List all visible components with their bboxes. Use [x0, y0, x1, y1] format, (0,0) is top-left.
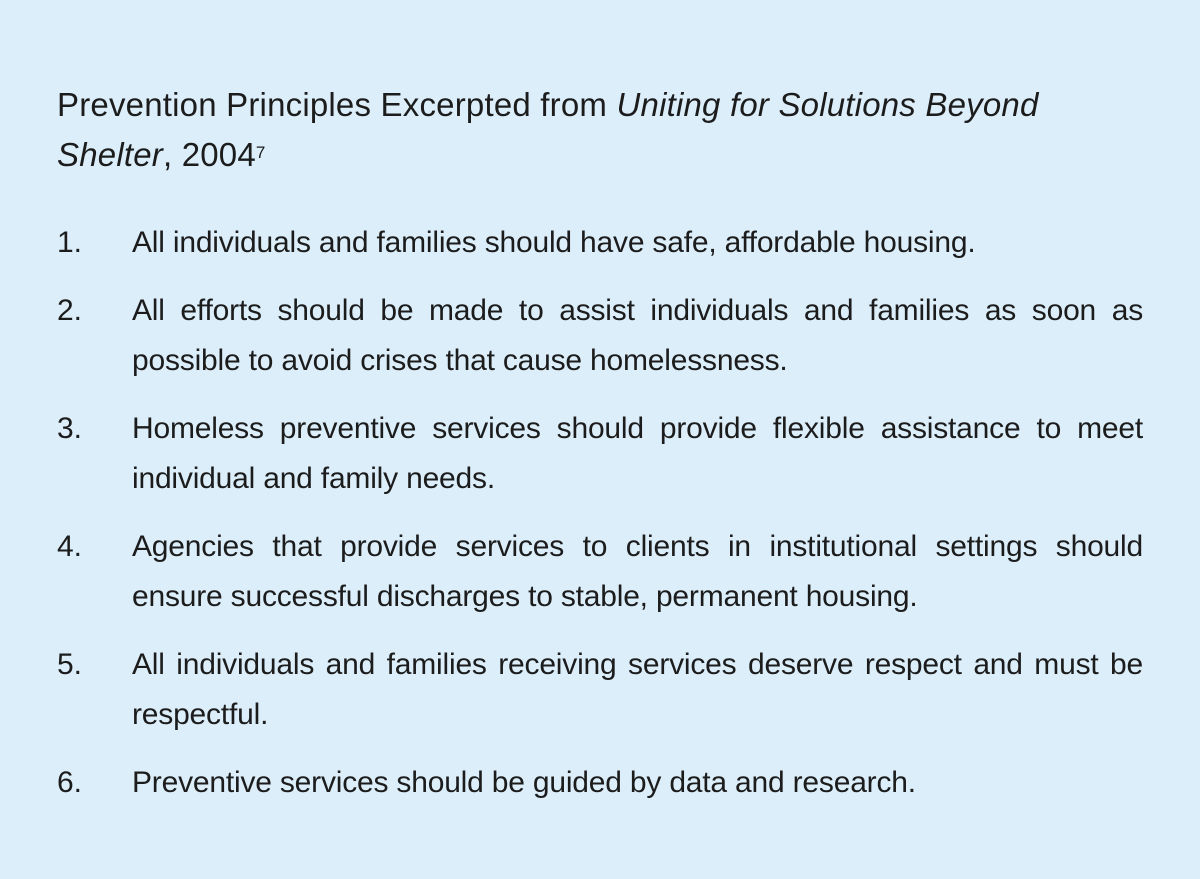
item-number: 3. [57, 412, 83, 445]
item-text: Preventive services should be guided by data and research. [132, 766, 916, 799]
item-text: Agencies that provide services to clients in institutional settings should ensure successful discharges to stable, permanent housing. [132, 530, 1143, 613]
item-number: 2. [57, 294, 83, 327]
item-number: 1. [57, 226, 83, 259]
list-item [57, 522, 1143, 622]
item-number: 4. [57, 530, 83, 563]
list-item [57, 758, 1143, 808]
item-number: 6. [57, 766, 83, 799]
footnote-marker: 7 [255, 143, 266, 162]
list-item [57, 286, 1143, 386]
list-item [57, 404, 1143, 504]
list-item [57, 218, 1143, 268]
principles-list [57, 218, 1143, 826]
item-number: 5. [57, 648, 83, 681]
title-prefix: Prevention Principles Excerpted from [57, 86, 617, 123]
item-text: All individuals and families receiving services deserve respect and must be respectful. [132, 648, 1143, 731]
title-source-italic: Uniting for Solutions Beyond Shelter [57, 86, 1039, 173]
item-text: Homeless preventive services should provide flexible assistance to meet individual and family needs. [132, 412, 1143, 495]
list-item [57, 640, 1143, 740]
panel-title [57, 80, 1147, 180]
item-text: All efforts should be made to assist individuals and families as soon as possible to avoid crises that cause homelessness. [132, 294, 1143, 377]
title-suffix: , 2004 [162, 136, 256, 173]
item-text: All individuals and families should have safe, affordable housing. [132, 226, 976, 259]
